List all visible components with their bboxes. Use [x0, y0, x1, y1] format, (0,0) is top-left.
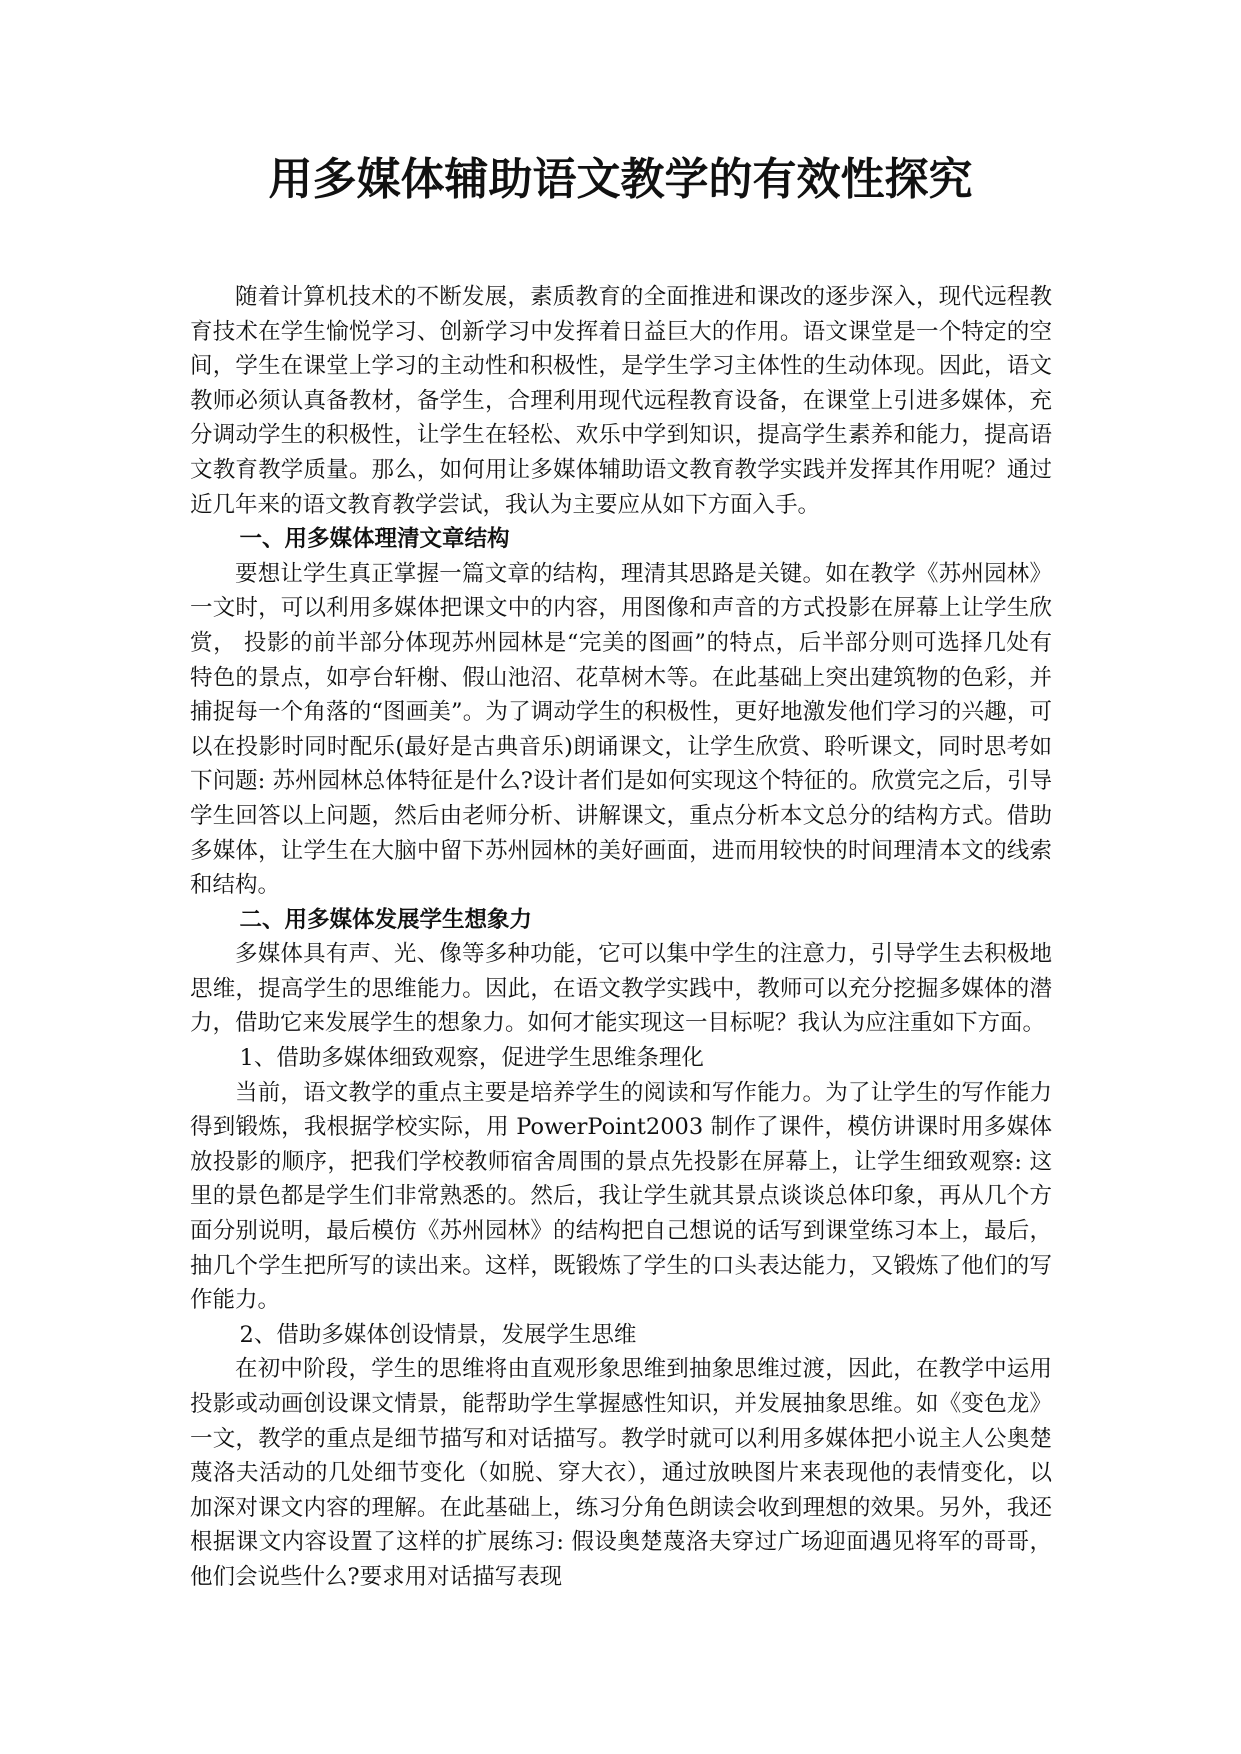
- document-title: 用多媒体辅助语文教学的有效性探究: [268, 154, 973, 205]
- document-body: [190, 280, 1052, 1595]
- intro-paragraph: 随着计算机技术的不断发展，素质教育的全面推进和课改的逐步深入，现代远程教育技术在学生愉悦学习、创新学习中发挥着日益巨大的作用。语文课堂是一个特定的空间，学生在课堂上学习的主动性和积极性，是学生学习主体性的生动体现。因此，语文教师必须认真备教材，备学生，合理利用现代远程教育设备，在课堂上引进多媒体，充分调动学生的积极性，让学生在轻松、欢乐中学到知识，提高学生素养和能力，提高语文教育教学质量。那么，如何用让多媒体辅助语文教育教学实践并发挥其作用呢？通过近几年来的语文教育教学尝试，我认为主要应从如下方面入手。: [190, 284, 1052, 518]
- subsection-2-paragraph: 在初中阶段，学生的思维将由直观形象思维到抽象思维过渡，因此，在教学中运用投影或动画创设课文情景，能帮助学生掌握感性知识，并发展抽象思维。如《变色龙》一文，教学的重点是细节描写和对话描写。教学时就可以利用多媒体把小说主人公奥楚蔑洛夫活动的几处细节变化（如脱、穿大衣），通过放映图片来表现他的表情变化，以加深对课文内容的理解。在此基础上，练习分角色朗读会收到理想的效果。另外，我还根据课文内容设置了这样的扩展练习: 假设奥楚蔑洛夫穿过广场迎面遇见将军的哥哥，他们会说些什么?要求用对话描写表现: [190, 1356, 1052, 1590]
- section-heading-1: 一、用多媒体理清文章结构: [239, 526, 510, 553]
- subsection-heading-2: 2、借助多媒体创设情景，发展学生思维: [239, 1321, 637, 1348]
- section-1-paragraph: 要想让学生真正掌握一篇文章的结构，理清其思路是关键。如在教学《苏州园林》一文时，可以利用多媒体把课文中的内容，用图像和声音的方式投影在屏幕上让学生欣赏， 投影的前半部分体现苏州园林是“完美的图画”的特点，后半部分则可选择几处有特色的景点，如亭台轩榭、假山池沼、花草树木等。在此基础上突出建筑物的色彩，并捕捉每一个角落的“图画美”。为了调动学生的积极性，更好地激发他们学习的兴趣，可以在投影时同时配乐(最好是古典音乐)朗诵课文，让学生欣赏、聆听课文，同时思考如下问题: 苏州园林总体特征是什么?设计者们是如何实现这个特征的。欣赏完之后，引导学生回答以上问题，然后由老师分析、讲解课文，重点分析本文总分的结构方式。借助多媒体，让学生在大脑中留下苏州园林的美好画面，进而用较快的时间理清本文的线索和结构。: [190, 560, 1052, 899]
- section-heading-2: 二、用多媒体发展学生想象力: [239, 906, 533, 933]
- subsection-heading-1: 1、借助多媒体细致观察，促进学生思维条理化: [239, 1045, 704, 1072]
- section-2-paragraph: 多媒体具有声、光、像等多种功能，它可以集中学生的注意力，引导学生去积极地思维，提高学生的思维能力。因此，在语文教学实践中，教师可以充分挖掘多媒体的潜力，借助它来发展学生的想象力。如何才能实现这一目标呢？我认为应注重如下方面。: [190, 941, 1052, 1037]
- subsection-1-paragraph: 当前，语文教学的重点主要是培养学生的阅读和写作能力。为了让学生的写作能力得到锻炼，我根据学校实际，用 PowerPoint2003 制作了课件，模仿讲课时用多媒体放投影的顺序，把我们学校教师宿舍周围的景点先投影在屏幕上，让学生细致观察: 这里的景色都是学生们非常熟悉的。然后，我让学生就其景点谈谈总体印象，再从几个方面分别说明，最后模仿《苏州园林》的结构把自己想说的话写到课堂练习本上，最后，抽几个学生把所写的读出来。这样，既锻炼了学生的口头表达能力，又锻炼了他们的写作能力。: [190, 1079, 1052, 1314]
